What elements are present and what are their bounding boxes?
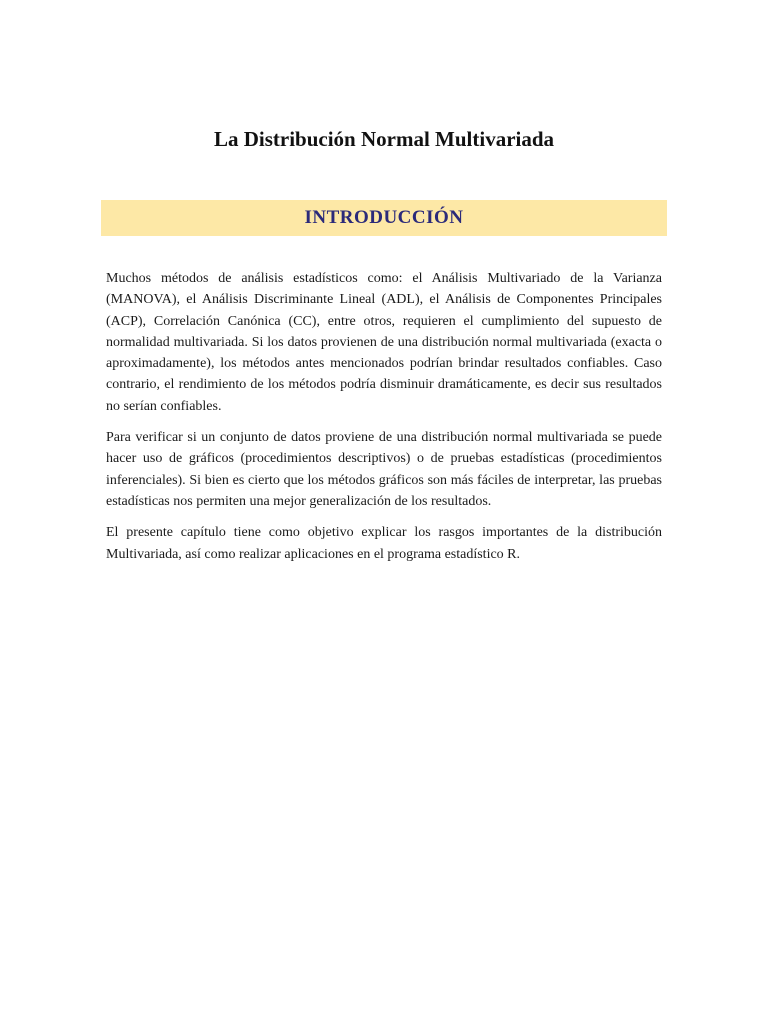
- section-banner: [101, 200, 667, 236]
- paragraph-2: Para verificar si un conjunto de datos proviene de una distribución normal multivariada se puede hacer uso de gráficos (procedimientos descriptivos) o de pruebas estadísticas (procedimientos inferenciales). Si bien es cierto que los métodos gráficos son más fáciles de interpretar, las pruebas estadísticas nos permiten una mejor generalización de los resultados.: [106, 430, 662, 509]
- document-title: La Distribución Normal Multivariada: [213, 127, 555, 151]
- body-text: [106, 268, 662, 575]
- paragraph-3: El presente capítulo tiene como objetivo explicar los rasgos importantes de la distribución Multivariada, así como realizar aplicaciones en el programa estadístico R.: [106, 525, 662, 562]
- paragraph-1: Muchos métodos de análisis estadísticos como: el Análisis Multivariado de la Varianza (MANOVA), el Análisis Discriminante Lineal (ADL), el Análisis de Componentes Principales (ACP), Correlación Canónica (CC), entre otros, requieren el cumplimiento del supuesto de normalidad multivariada. Si los datos provienen de una distribución normal multivariada (exacta o aproximadamente), los métodos antes mencionados podrían brindar resultados confiables. Caso contrario, el rendimiento de los métodos podría disminuir dramáticamente, es decir sus resultados no serían confiables.: [106, 271, 662, 414]
- section-heading: INTRODUCCIÓN: [304, 207, 464, 228]
